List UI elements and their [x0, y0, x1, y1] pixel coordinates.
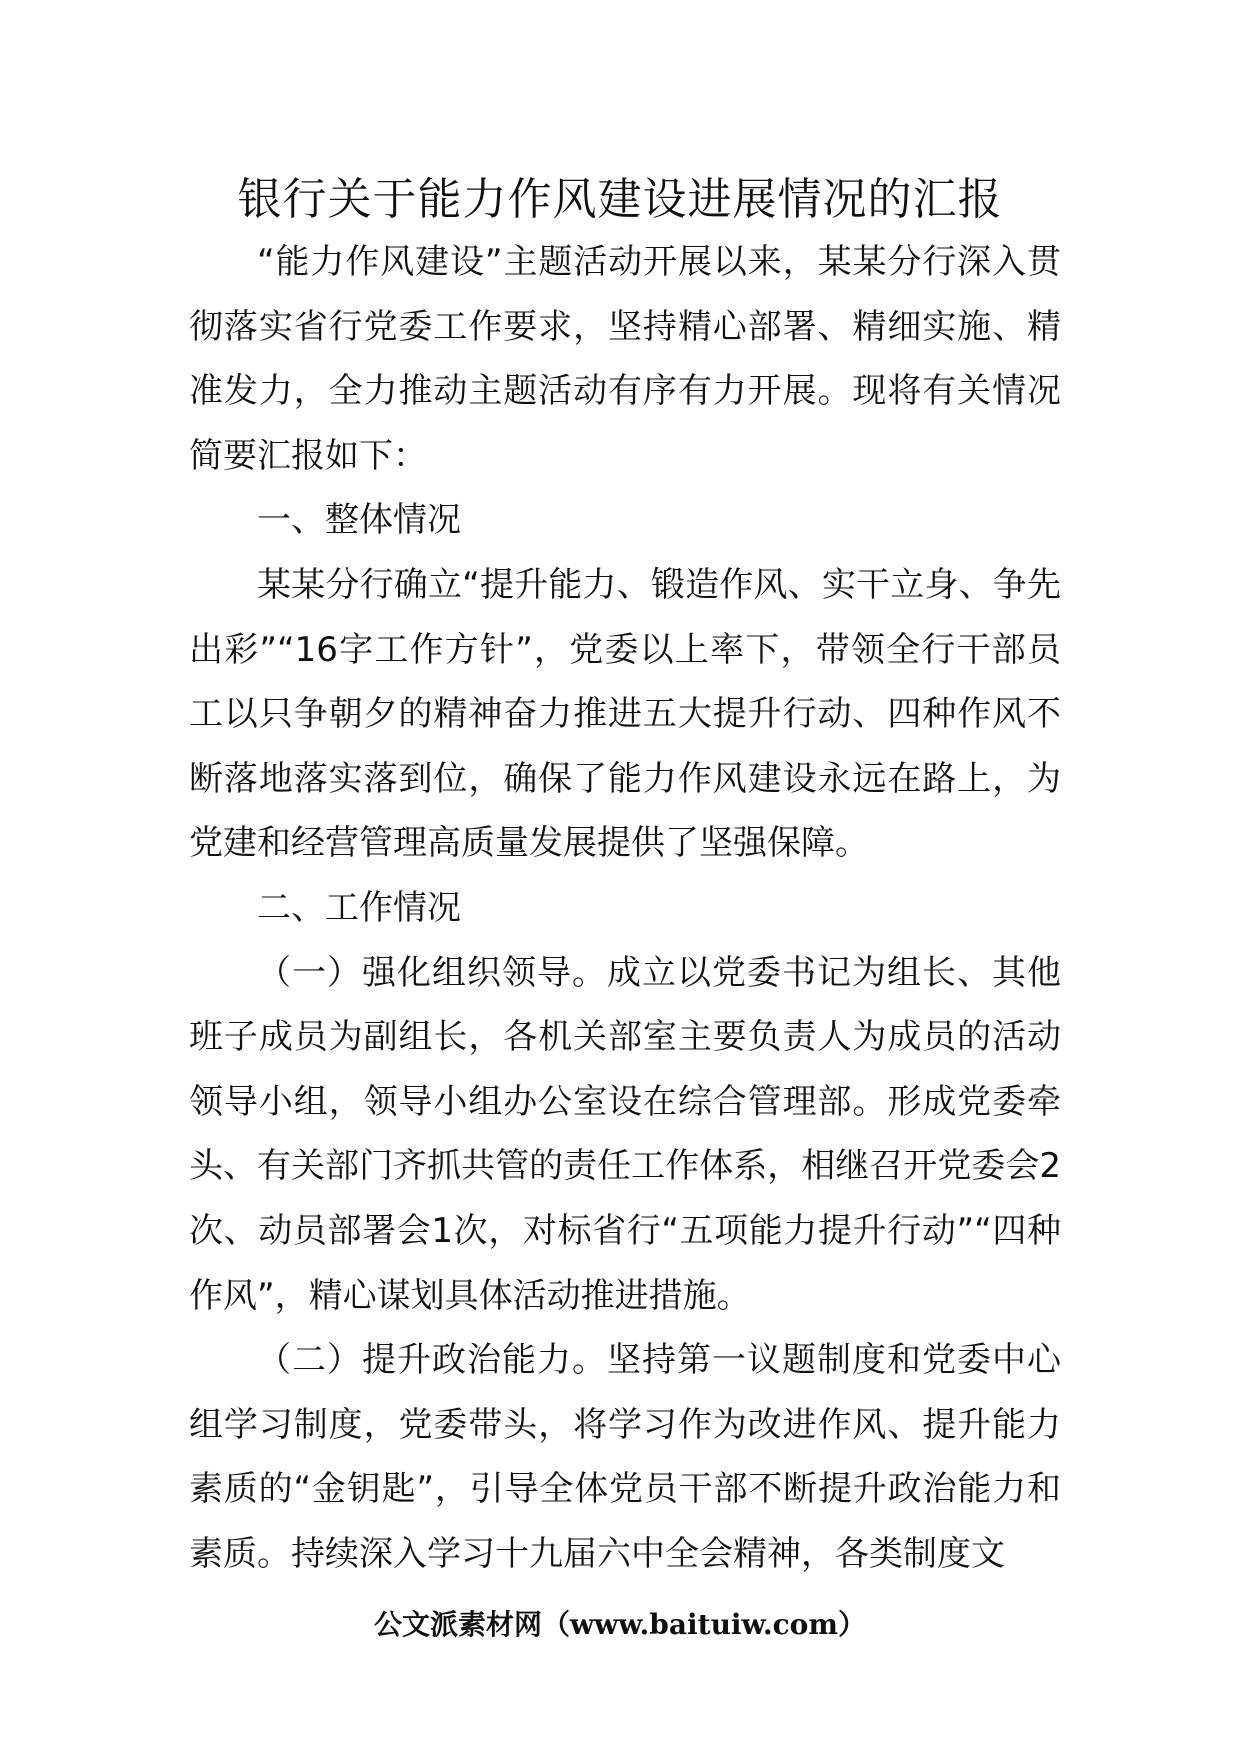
- intro-paragraph: “能力作风建设”主题活动开展以来，某某分行深入贯彻落实省行党委工作要求，坚持精心部署、精细实施、精准发力，全力推动主题活动有序有力开展。现将有关情况简要汇报如下：: [189, 242, 1061, 476]
- document-body: [189, 230, 1061, 1586]
- section-heading-work: 二、工作情况: [257, 887, 461, 928]
- document-title: 银行关于能力作风建设进展情况的汇报: [237, 174, 1003, 225]
- overall-paragraph: 某某分行确立“提升能力、锻造作风、实干立身、争先出彩”“16字工作方针”，党委以上率下，带领全行干部员工以只争朝夕的精神奋力推进五大提升行动、四种作风不断落地落实落到位，确保了能力作风建设永远在路上，为党建和经营管理高质量发展提供了坚强保障。: [189, 564, 1061, 864]
- work-paragraph-2: （二）提升政治能力。坚持第一议题制度和党委中心组学习制度，党委带头，将学习作为改进作风、提升能力素质的“金钥匙”，引导全体党员干部不断提升政治能力和素质。持续深入学习十九届六中全会精神，各类制度文: [189, 1340, 1061, 1574]
- footer-watermark: 公文派素材网（www.baituiw.com）: [374, 1608, 866, 1641]
- work-paragraph-1: （一）强化组织领导。成立以党委书记为组长、其他班子成员为副组长，各机关部室主要负责人为成员的活动领导小组，领导小组办公室设在综合管理部。形成党委牵头、有关部门齐抓共管的责任工作体系，相继召开党委会2次、动员部署会1次，对标省行“五项能力提升行动”“四种作风”，精心谋划具体活动推进措施。: [189, 952, 1061, 1316]
- section-heading-overall: 一、整体情况: [257, 500, 461, 541]
